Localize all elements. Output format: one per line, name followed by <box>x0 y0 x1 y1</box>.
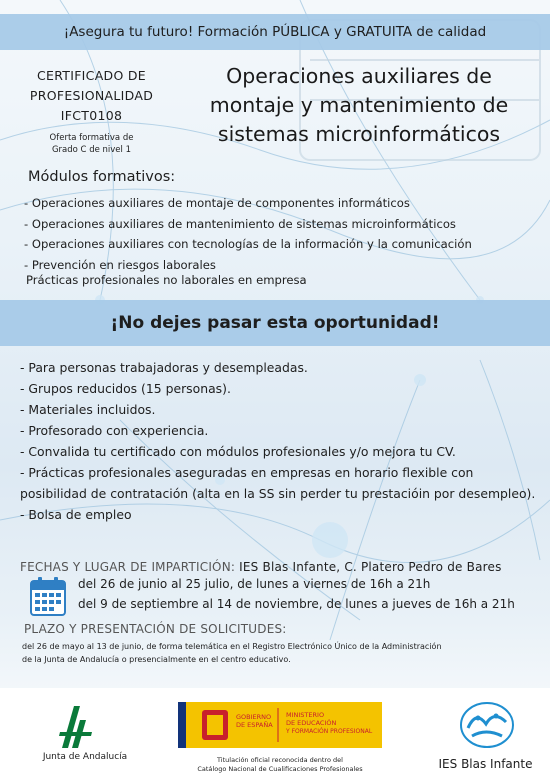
date-range-2: del 9 de septiembre al 14 de noviembre, de lunes a jueves de 16h a 21h <box>78 597 515 611</box>
modules-list <box>24 193 544 275</box>
schedule-heading <box>20 560 502 574</box>
caption-line-2: Catálogo Nacional de Cualificaciones Profesionales <box>197 765 363 773</box>
deadline-text <box>22 640 522 666</box>
gobierno-line-2: DE ESPAÑA <box>236 721 273 729</box>
ministerio-line-1: MINISTERIO <box>286 711 325 719</box>
offer-line-2: Grado C de nivel 1 <box>51 145 132 155</box>
qualification-caption <box>176 756 384 774</box>
ies-blas-infante-logo <box>458 698 516 752</box>
junta-label: Junta de Andalucía <box>42 752 128 762</box>
gobierno-line-1: GOBIERNO <box>236 713 272 721</box>
module-item: - Operaciones auxiliares de mantenimiento de sistemas microinformáticos <box>24 216 456 231</box>
calendar-icon <box>30 576 66 616</box>
course-title <box>178 62 540 149</box>
benefit-item: - Grupos reducidos (15 personas). <box>20 381 231 396</box>
cta-banner: ¡No dejes pasar esta oportunidad! <box>0 300 550 346</box>
deadline-line-1: del 26 de mayo al 13 de junio, de forma telemática en el Registro Electrónico Único de la Administración <box>22 642 442 651</box>
title-line-2: montaje y mantenimiento de <box>209 93 509 117</box>
title-line-3: sistemas microinformáticos <box>217 122 501 146</box>
benefit-item: - Bolsa de empleo <box>20 507 132 522</box>
practice-line: Prácticas profesionales no laborales en empresa <box>26 273 307 287</box>
module-item: - Operaciones auxiliares de montaje de componentes informáticos <box>24 196 410 210</box>
ministerio-line-2: DE EDUCACIÓN <box>286 719 337 727</box>
offer-line-1: Oferta formativa de <box>49 133 134 143</box>
benefit-item: - Para personas trabajadoras y desempleadas. <box>20 360 308 375</box>
modules-heading: Módulos formativos: <box>28 169 176 185</box>
module-item: - Operaciones auxiliares con tecnologías de la información y la comunicación <box>24 237 472 252</box>
certificate-code: IFCT0108 <box>60 108 123 123</box>
junta-de-andalucia-logo <box>58 702 94 750</box>
ministerio-line-3: Y FORMACIÓN PROFESIONAL <box>286 728 373 735</box>
title-line-1: Operaciones auxiliares de <box>226 64 492 88</box>
date-range-1: del 26 de junio al 25 julio, de lunes a viernes de 16h a 21h <box>78 577 431 591</box>
benefit-item: - Prácticas profesionales aseguradas en empresas en horario flexible con posibilidad de contratación (alta en la SS sin perder tu prestacióin por desempleo). <box>20 465 536 501</box>
schedule-place: IES Blas Infante, C. Platero Pedro de Bares <box>239 560 502 574</box>
top-banner: ¡Asegura tu futuro! Formación PÚBLICA y GRATUITA de calidad <box>0 14 550 50</box>
schedule-label: FECHAS Y LUGAR DE IMPARTICIÓN: <box>20 560 236 574</box>
benefit-item: - Profesorado con experiencia. <box>20 423 209 438</box>
ies-label: IES Blas Infante <box>438 757 533 771</box>
deadline-line-2: de la Junta de Andalucía o presencialmente en el centro educativo. <box>22 655 291 664</box>
certificate-block <box>14 66 169 156</box>
benefit-item: - Materiales incluidos. <box>20 402 156 417</box>
certificate-line-1: CERTIFICADO DE <box>36 68 147 83</box>
benefit-item: - Convalida tu certificado con módulos profesionales y/o mejora tu CV. <box>20 444 456 459</box>
benefits-list <box>20 357 540 525</box>
caption-line-1: Titulación oficial reconocida dentro del <box>217 756 343 764</box>
certificate-line-2: PROFESIONALIDAD <box>29 88 154 103</box>
gobierno-espana-logo <box>178 702 382 748</box>
module-item: - Prevención en riesgos laborales <box>24 257 216 272</box>
deadline-heading: PLAZO Y PRESENTACIÓN DE SOLICITUDES: <box>24 622 287 636</box>
